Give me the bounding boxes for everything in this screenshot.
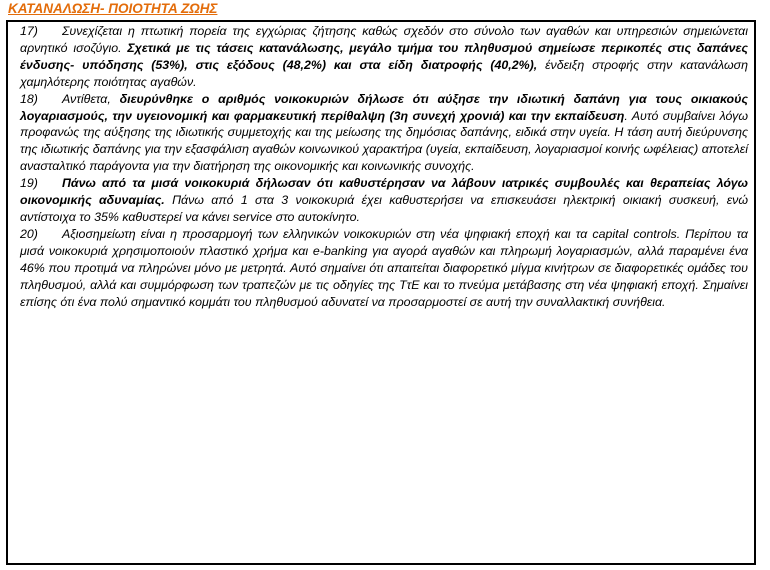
paragraph-intro: Αξιοσημείωτη είναι η προσαρμογή των ελληνικών νοικοκυριών στη νέα ψηφιακή εποχή και τα capital controls. Περίπου τα μισά νοικοκυριά χρησιμοποιούν πλαστικό χρήμα και e-banking για αγορά αγαθών και πληρωμή λογαριασμών, αλλά παραμένει ένα 46% που προτιμά να πληρώνει μόνο με μετρητά. Αυτό σημαίνει ότι απαιτείται διαφορετικό μίγμα κινήτρων σε διαφορετικές ομάδες του πληθυσμού, αλλά και συμμόρφωση των τραπεζών με τις οδηγίες της ΤτΕ και το πνεύμα μετάβασης στη νέα ψηφιακή εποχή. Σημαίνει επίσης ότι ένα πολύ σημαντικό κομμάτι του πληθυσμού αδυνατεί να προσαρμοστεί σε αυτή την συναλλακτική συνήθεια. [20, 226, 748, 309]
paragraph-18 [20, 91, 748, 176]
paragraph-number: 17) [20, 24, 38, 38]
paragraph-intro: Αντίθετα, [62, 91, 120, 106]
paragraph-20 [20, 226, 748, 311]
section-title: ΚΑΤΑΝΑΛΩΣΗ- ΠΟΙΟΤΗΤΑ ΖΩΗΣ [8, 1, 218, 16]
paragraph-highlight: Σχετικά με τις τάσεις κατανάλωσης, μεγάλο τμήμα του πληθυσμού σημείωσε περικοπές στις δαπάνες ένδυσης- υπόδησης (53%), στις εξόδους (48,2%) και στα είδη διατροφής (40,2%), [20, 40, 748, 72]
paragraph-rest: ένδειξη στροφής στην κατανάλωση χαμηλότερης ποιότητας αγαθών. [20, 57, 748, 89]
paragraph-number: 19) [20, 176, 38, 191]
paragraph-number: 18) [20, 91, 38, 106]
paragraph-rest: . Αυτό συμβαίνει λόγω προφανώς της αύξησης της ιδιωτικής συμμετοχής και της μείωσης της δημόσιας δαπάνης, ειδικά στην υγεία. Η τάση αυτή διεύρυνσης της ιδιωτικής δαπάνης για την εξασφάλιση αγαθών κοινωνικού χαρακτήρα (υγεία, εκπαίδευση, λογαριασμοί κοινής ωφέλειας) αποτελεί ανασταλτικό παράγοντα για την διατήρηση της οικονομικής και κοινωνικής συνοχής. [20, 108, 748, 174]
paragraph-rest: Πάνω από 1 στα 3 νοικοκυριά έχει καθυστερήσει να επισκευάσει ηλεκτρική οικιακή συσκευή, ενώ αντίστοιχα το 35% καθυστερεί να κάνει service στο αυτοκίνητο. [20, 193, 748, 224]
paragraph-19 [20, 175, 748, 226]
paragraph-number: 20) [20, 226, 38, 241]
paragraph-highlight: Πάνω από τα μισά νοικοκυριά δήλωσαν ότι καθυστέρησαν να λάβουν ιατρικές συμβουλές και θεραπείας λόγω οικονομικής αδυναμίας. [20, 176, 748, 208]
text-box [6, 20, 756, 565]
paragraph-highlight: διευρύνθηκε ο αριθμός νοικοκυριών δήλωσε ότι αύξησε την ιδιωτική δαπάνη για τους οικιακούς λογαριασμούς, την υγειονομική και φαρμακευτική περίθαλψη (3η συνεχή χρονιά) και την εκπαίδευση [20, 91, 748, 123]
paragraph-intro: Συνεχίζεται η πτωτική πορεία της εγχώριας ζήτησης καθώς σχεδόν στο σύνολο των αγαθών και υπηρεσιών σημειώνεται αρνητικό ισοζύγιο. [20, 24, 748, 55]
paragraph-17 [20, 23, 748, 91]
